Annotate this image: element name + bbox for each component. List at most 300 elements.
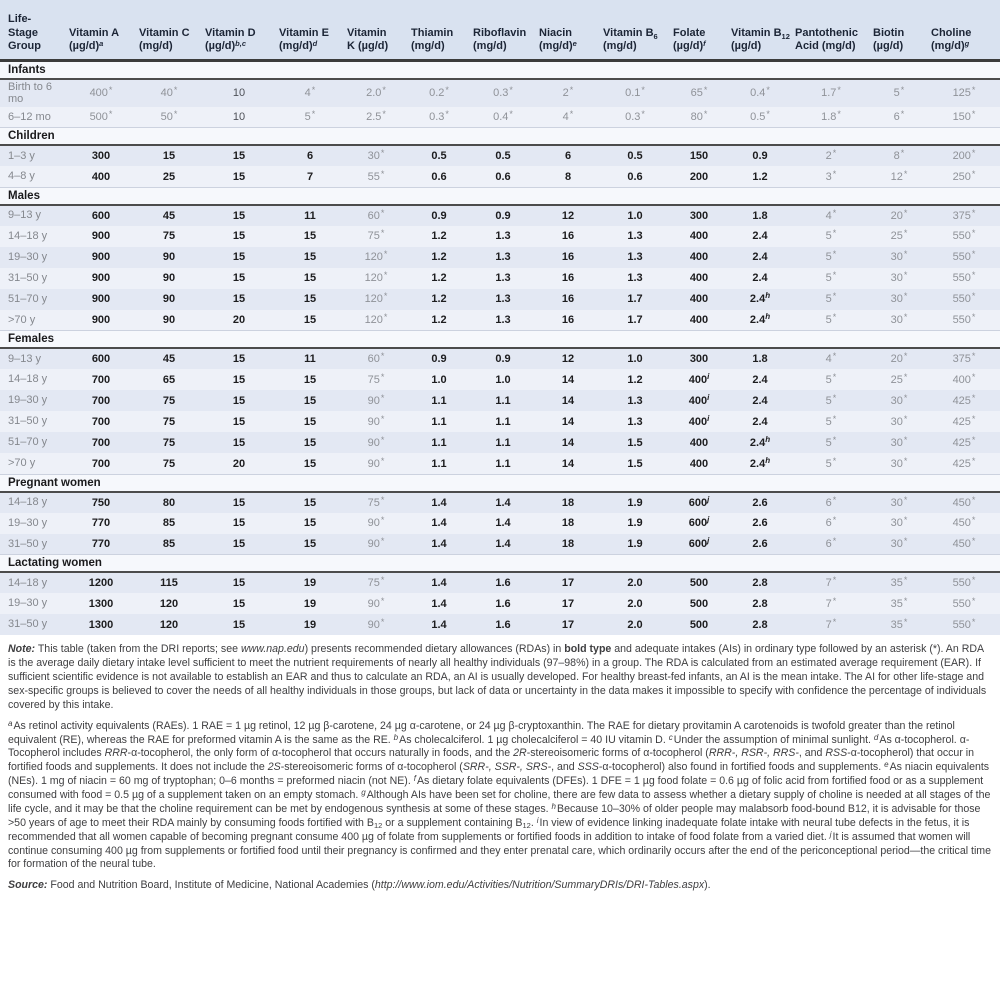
value-cell: 18 bbox=[536, 534, 600, 555]
data-row bbox=[0, 145, 1000, 166]
value-cell: 400 bbox=[670, 226, 728, 247]
value-cell: 1.4 bbox=[470, 492, 536, 513]
value-cell: 2.4$^h$ bbox=[728, 432, 792, 453]
value-cell: 30* bbox=[870, 411, 928, 432]
value-cell: 10 bbox=[202, 107, 276, 128]
value-cell: 400$^i$ bbox=[670, 369, 728, 390]
value-cell: 35* bbox=[870, 593, 928, 614]
life-stage-group-cell: 4–8 y bbox=[0, 166, 66, 187]
value-cell: 1300 bbox=[66, 614, 136, 635]
value-cell: 125* bbox=[928, 79, 1000, 107]
value-cell: 550* bbox=[928, 614, 1000, 635]
value-cell: 1.3 bbox=[600, 411, 670, 432]
life-stage-group-cell: 14–18 y bbox=[0, 572, 66, 593]
value-cell: 65* bbox=[670, 79, 728, 107]
value-cell: 1.5 bbox=[600, 453, 670, 474]
value-cell: 15 bbox=[202, 534, 276, 555]
data-row bbox=[0, 411, 1000, 432]
life-stage-group-cell: 9–13 y bbox=[0, 348, 66, 369]
value-cell: 120* bbox=[344, 310, 408, 331]
life-stage-group-cell: 31–50 y bbox=[0, 614, 66, 635]
value-cell: 15 bbox=[202, 369, 276, 390]
column-header-13: Biotin (µg/d) bbox=[870, 0, 928, 60]
column-header-12: Pantothenic Acid (mg/d) bbox=[792, 0, 870, 60]
value-cell: 1.2 bbox=[408, 247, 470, 268]
value-cell: 1.4 bbox=[408, 614, 470, 635]
value-cell: 5* bbox=[792, 369, 870, 390]
life-stage-group-cell: Birth to 6 mo bbox=[0, 79, 66, 107]
value-cell: 400 bbox=[670, 247, 728, 268]
section-title: Pregnant women bbox=[0, 474, 1000, 492]
value-cell: 75* bbox=[344, 492, 408, 513]
value-cell: 600 bbox=[66, 348, 136, 369]
data-row bbox=[0, 513, 1000, 534]
value-cell: 90* bbox=[344, 534, 408, 555]
value-cell: 2.4$^h$ bbox=[728, 310, 792, 331]
value-cell: 1.1 bbox=[470, 390, 536, 411]
data-row bbox=[0, 593, 1000, 614]
value-cell: 5* bbox=[792, 310, 870, 331]
value-cell: 30* bbox=[870, 453, 928, 474]
column-header-14: Choline $(mg/d)^g$ bbox=[928, 0, 1000, 60]
value-cell: 7* bbox=[792, 572, 870, 593]
value-cell: 15 bbox=[276, 289, 344, 310]
value-cell: 7* bbox=[792, 593, 870, 614]
value-cell: 1.4 bbox=[408, 593, 470, 614]
value-cell: 500 bbox=[670, 614, 728, 635]
value-cell: 65 bbox=[136, 369, 202, 390]
section-row-males bbox=[0, 187, 1000, 205]
section-row-pregnant-women bbox=[0, 474, 1000, 492]
value-cell: 30* bbox=[870, 268, 928, 289]
value-cell: 75 bbox=[136, 453, 202, 474]
value-cell: 770 bbox=[66, 513, 136, 534]
value-cell: 425* bbox=[928, 390, 1000, 411]
value-cell: 75* bbox=[344, 572, 408, 593]
value-cell: 700 bbox=[66, 369, 136, 390]
life-stage-group-cell: 9–13 y bbox=[0, 205, 66, 226]
value-cell: 1.3 bbox=[470, 268, 536, 289]
value-cell: 16 bbox=[536, 268, 600, 289]
value-cell: 300 bbox=[670, 348, 728, 369]
value-cell: 150 bbox=[670, 145, 728, 166]
data-row bbox=[0, 310, 1000, 331]
life-stage-group-cell: 19–30 y bbox=[0, 247, 66, 268]
value-cell: 0.3* bbox=[600, 107, 670, 128]
value-cell: 2.4 bbox=[728, 226, 792, 247]
value-cell: 15 bbox=[276, 310, 344, 331]
value-cell: 30* bbox=[870, 247, 928, 268]
value-cell: 12* bbox=[870, 166, 928, 187]
value-cell: 15 bbox=[202, 492, 276, 513]
value-cell: 60* bbox=[344, 205, 408, 226]
value-cell: 6* bbox=[792, 534, 870, 555]
column-header-4: Vitamin E $(mg/d)^d$ bbox=[276, 0, 344, 60]
value-cell: 1.4 bbox=[470, 513, 536, 534]
value-cell: 17 bbox=[536, 614, 600, 635]
value-cell: 1.4 bbox=[408, 534, 470, 555]
value-cell: 17 bbox=[536, 593, 600, 614]
section-row-infants bbox=[0, 60, 1000, 79]
value-cell: 5* bbox=[276, 107, 344, 128]
value-cell: 19 bbox=[276, 614, 344, 635]
value-cell: 1.5 bbox=[600, 432, 670, 453]
value-cell: 4* bbox=[276, 79, 344, 107]
life-stage-group-cell: 19–30 y bbox=[0, 593, 66, 614]
life-stage-group-cell: 31–50 y bbox=[0, 534, 66, 555]
value-cell: 2.0* bbox=[344, 79, 408, 107]
column-header-9: Vitamin $B_6$ (mg/d) bbox=[600, 0, 670, 60]
value-cell: 400 bbox=[670, 432, 728, 453]
value-cell: 5* bbox=[792, 247, 870, 268]
value-cell: 0.9 bbox=[408, 348, 470, 369]
value-cell: 1.4 bbox=[470, 534, 536, 555]
value-cell: 7 bbox=[276, 166, 344, 187]
value-cell: 400 bbox=[670, 310, 728, 331]
column-header-7: Riboflavin (mg/d) bbox=[470, 0, 536, 60]
value-cell: 12 bbox=[536, 205, 600, 226]
value-cell: 1.4 bbox=[408, 572, 470, 593]
value-cell: 6* bbox=[870, 107, 928, 128]
value-cell: 1.0 bbox=[470, 369, 536, 390]
value-cell: 450* bbox=[928, 492, 1000, 513]
value-cell: 400 bbox=[670, 289, 728, 310]
value-cell: 120* bbox=[344, 289, 408, 310]
value-cell: 1.6 bbox=[470, 572, 536, 593]
value-cell: 400 bbox=[670, 453, 728, 474]
value-cell: 550* bbox=[928, 289, 1000, 310]
value-cell: 1.4 bbox=[408, 513, 470, 534]
value-cell: 11 bbox=[276, 205, 344, 226]
header-row bbox=[0, 0, 1000, 60]
value-cell: 900 bbox=[66, 310, 136, 331]
value-cell: 700 bbox=[66, 411, 136, 432]
data-row bbox=[0, 226, 1000, 247]
value-cell: 45 bbox=[136, 205, 202, 226]
value-cell: 1.9 bbox=[600, 534, 670, 555]
value-cell: 50* bbox=[136, 107, 202, 128]
value-cell: 14 bbox=[536, 453, 600, 474]
value-cell: 1.9 bbox=[600, 492, 670, 513]
value-cell: 700 bbox=[66, 432, 136, 453]
value-cell: 19 bbox=[276, 572, 344, 593]
footnote-definitions-paragraph: $^a$As retinol activity equivalents (RAEs). 1 RAE = 1 µg retinol, 12 µg β-carotene, 24 µg α-carotene, or 24 µg β-cryptoxanthin. The RAE for dietary provitamin A carotenoids is twofold greater than the retinol equivalent (RE), whereas the RAE for preformed vitamin A is the same as the RE. $^b$As cholecalciferol. 1 µg cholecalciferol = 40 IU vitamin D. $^c$Under the assumption of minimal sunlight. $^d$As α-tocopherol. α-Tocopherol includes RRR-α-tocopherol, the only form of α-tocopherol that occurs naturally in foods, and the 2R-stereoisomeric forms of α-tocopherol (RRR-, RSR-, RRS-, and RSS-α-tocopherol) that occur in fortified foods and supplements. It does not include the 2S-stereoisomeric forms of α-tocopherol (SRR-, SSR-, SRS-, and SSS-α-tocopherol) also found in fortified foods and supplements. $^e$As niacin equivalents (NEs). 1 mg of niacin = 60 mg of tryptophan; 0–6 months = preformed niacin (not NE). $^f$As dietary folate equivalents (DFEs). 1 DFE = 1 µg food folate = 0.6 µg of folic acid from fortified food or as a supplement consumed with food = 0.5 µg of a supplement taken on an empty stomach. $^g$Although AIs have been set for choline, there are few data to assess whether a dietary supply of choline is needed at all stages of the life cycle, and it may be that the choline requirement can be met by endogenous synthesis at some of these stages. $^h$Because 10–30% of older people may malabsorb food-bound B12, it is advisable for those >50 years of age to meet their RDA mainly by consuming foods fortified with $B_{12}$ or a supplement containing $B_{12}$. $^i$In view of evidence linking inadequate folate intake with neural tube defects in the fetus, it is recommended that all women capable of becoming pregnant consume 400 µg of folate from supplements or fortified foods in addition to intake of food folate from a varied diet. $^j$It is assumed that women will continue consuming 400 µg from supplements or fortified food until their pregnancy is confirmed and they enter prenatal care, which ordinarily occurs after the end of the periconceptional period—the critical time for formation of the neural tube. bbox=[8, 718, 992, 871]
value-cell: 10 bbox=[202, 79, 276, 107]
value-cell: 30* bbox=[870, 310, 928, 331]
value-cell: 15 bbox=[202, 226, 276, 247]
value-cell: 1.9 bbox=[600, 513, 670, 534]
data-row bbox=[0, 107, 1000, 128]
value-cell: 1.1 bbox=[408, 432, 470, 453]
value-cell: 15 bbox=[202, 572, 276, 593]
value-cell: 19 bbox=[276, 593, 344, 614]
value-cell: 600$^j$ bbox=[670, 534, 728, 555]
value-cell: 550* bbox=[928, 310, 1000, 331]
value-cell: 2.8 bbox=[728, 572, 792, 593]
value-cell: 15 bbox=[276, 369, 344, 390]
value-cell: 1.2 bbox=[408, 310, 470, 331]
value-cell: 2.6 bbox=[728, 492, 792, 513]
value-cell: 120 bbox=[136, 593, 202, 614]
value-cell: 1.8 bbox=[728, 205, 792, 226]
value-cell: 600 bbox=[66, 205, 136, 226]
value-cell: 80 bbox=[136, 492, 202, 513]
value-cell: 500 bbox=[670, 593, 728, 614]
value-cell: 600$^j$ bbox=[670, 492, 728, 513]
value-cell: 900 bbox=[66, 226, 136, 247]
value-cell: 2.0 bbox=[600, 572, 670, 593]
value-cell: 90* bbox=[344, 390, 408, 411]
section-title: Females bbox=[0, 331, 1000, 349]
value-cell: 1.8* bbox=[792, 107, 870, 128]
value-cell: 1.1 bbox=[470, 411, 536, 432]
column-header-6: Thiamin (mg/d) bbox=[408, 0, 470, 60]
value-cell: 1.2 bbox=[408, 289, 470, 310]
value-cell: 1.3 bbox=[600, 247, 670, 268]
data-row bbox=[0, 166, 1000, 187]
value-cell: 15 bbox=[276, 534, 344, 555]
value-cell: 1.3 bbox=[470, 226, 536, 247]
table-body bbox=[0, 60, 1000, 635]
value-cell: 550* bbox=[928, 268, 1000, 289]
life-stage-group-cell: 19–30 y bbox=[0, 513, 66, 534]
value-cell: 550* bbox=[928, 593, 1000, 614]
value-cell: 550* bbox=[928, 226, 1000, 247]
value-cell: 75 bbox=[136, 390, 202, 411]
value-cell: 2.0 bbox=[600, 593, 670, 614]
value-cell: 30* bbox=[870, 534, 928, 555]
value-cell: 0.9 bbox=[728, 145, 792, 166]
note-paragraph: Note: This table (taken from the DRI reports; see www.nap.edu) presents recommended dietary allowances (RDAs) in bold type and adequate intakes (AIs) in ordinary type followed by an asterisk (*). An RDA is the average daily dietary intake level sufficient to meet the nutrient requirements of nearly all healthy individuals (97–98%) in a group. The RDA is calculated from an estimated average requirement (EAR). If sufficient scientific evidence is not available to establish an EAR and thus to calculate an RDA, an AI is usually developed. For healthy breast-fed infants, an AI is the mean intake. The AI for other life-stage and sex-specific groups is believed to cover the needs of all healthy individuals in those groups, but lack of data or uncertainty in the data makes it impossible to specify with confidence the percentage of individuals covered by this intake. bbox=[8, 643, 987, 711]
value-cell: 6 bbox=[276, 145, 344, 166]
value-cell: 425* bbox=[928, 432, 1000, 453]
value-cell: 15 bbox=[202, 513, 276, 534]
section-title: Children bbox=[0, 128, 1000, 146]
value-cell: 20 bbox=[202, 453, 276, 474]
value-cell: 4* bbox=[792, 205, 870, 226]
value-cell: 11 bbox=[276, 348, 344, 369]
value-cell: 250* bbox=[928, 166, 1000, 187]
value-cell: 15 bbox=[202, 166, 276, 187]
source-paragraph: Source: Food and Nutrition Board, Institute of Medicine, National Academies (http://www.iom.edu/Activities/Nutrition/SummaryDRIs/DRI-Tables.aspx). bbox=[8, 879, 711, 892]
value-cell: 60* bbox=[344, 348, 408, 369]
life-stage-group-cell: 51–70 y bbox=[0, 432, 66, 453]
life-stage-group-cell: 19–30 y bbox=[0, 390, 66, 411]
value-cell: 300 bbox=[670, 205, 728, 226]
life-stage-group-cell: 31–50 y bbox=[0, 411, 66, 432]
section-row-lactating-women bbox=[0, 555, 1000, 573]
value-cell: 90* bbox=[344, 411, 408, 432]
value-cell: 2.5* bbox=[344, 107, 408, 128]
value-cell: 15 bbox=[136, 145, 202, 166]
value-cell: 700 bbox=[66, 453, 136, 474]
value-cell: 450* bbox=[928, 534, 1000, 555]
value-cell: 40* bbox=[136, 79, 202, 107]
value-cell: 0.2* bbox=[408, 79, 470, 107]
value-cell: 1.0 bbox=[600, 205, 670, 226]
value-cell: 1.2 bbox=[728, 166, 792, 187]
value-cell: 3* bbox=[792, 166, 870, 187]
data-row bbox=[0, 205, 1000, 226]
section-row-children bbox=[0, 128, 1000, 146]
value-cell: 80* bbox=[670, 107, 728, 128]
value-cell: 15 bbox=[276, 513, 344, 534]
value-cell: 15 bbox=[276, 390, 344, 411]
value-cell: 85 bbox=[136, 534, 202, 555]
value-cell: 0.6 bbox=[408, 166, 470, 187]
value-cell: 16 bbox=[536, 310, 600, 331]
value-cell: 5* bbox=[792, 390, 870, 411]
life-stage-group-cell: 51–70 y bbox=[0, 289, 66, 310]
value-cell: 5* bbox=[792, 432, 870, 453]
value-cell: 5* bbox=[792, 411, 870, 432]
column-header-8: Niacin $(mg/d)^e$ bbox=[536, 0, 600, 60]
data-row bbox=[0, 492, 1000, 513]
value-cell: 1.4 bbox=[408, 492, 470, 513]
value-cell: 600$^j$ bbox=[670, 513, 728, 534]
value-cell: 0.5 bbox=[408, 145, 470, 166]
value-cell: 15 bbox=[276, 226, 344, 247]
value-cell: 450* bbox=[928, 513, 1000, 534]
value-cell: 20* bbox=[870, 205, 928, 226]
column-header-11: Vitamin $B_{12}$ (µg/d) bbox=[728, 0, 792, 60]
value-cell: 4* bbox=[792, 348, 870, 369]
section-title: Infants bbox=[0, 60, 1000, 79]
value-cell: 90 bbox=[136, 310, 202, 331]
value-cell: 400$^i$ bbox=[670, 390, 728, 411]
value-cell: 400* bbox=[928, 369, 1000, 390]
value-cell: 770 bbox=[66, 534, 136, 555]
value-cell: 120* bbox=[344, 247, 408, 268]
value-cell: 16 bbox=[536, 226, 600, 247]
value-cell: 15 bbox=[202, 289, 276, 310]
value-cell: 375* bbox=[928, 348, 1000, 369]
value-cell: 900 bbox=[66, 289, 136, 310]
value-cell: 25 bbox=[136, 166, 202, 187]
value-cell: 15 bbox=[202, 247, 276, 268]
value-cell: 8 bbox=[536, 166, 600, 187]
value-cell: 900 bbox=[66, 247, 136, 268]
value-cell: 5* bbox=[792, 289, 870, 310]
value-cell: 8* bbox=[870, 145, 928, 166]
value-cell: 12 bbox=[536, 348, 600, 369]
value-cell: 1.3 bbox=[470, 310, 536, 331]
life-stage-group-cell: 6–12 mo bbox=[0, 107, 66, 128]
life-stage-group-cell: 14–18 y bbox=[0, 369, 66, 390]
value-cell: 425* bbox=[928, 411, 1000, 432]
column-header-0: Life- Stage Group bbox=[0, 0, 66, 60]
value-cell: 1.2 bbox=[600, 369, 670, 390]
value-cell: 1.7* bbox=[792, 79, 870, 107]
value-cell: 1.1 bbox=[470, 432, 536, 453]
value-cell: 16 bbox=[536, 289, 600, 310]
value-cell: 2.4 bbox=[728, 247, 792, 268]
value-cell: 90 bbox=[136, 247, 202, 268]
value-cell: 15 bbox=[202, 432, 276, 453]
value-cell: 20 bbox=[202, 310, 276, 331]
value-cell: 1.1 bbox=[470, 453, 536, 474]
value-cell: 15 bbox=[202, 268, 276, 289]
footnotes-area bbox=[0, 635, 1000, 893]
value-cell: 14 bbox=[536, 411, 600, 432]
value-cell: 0.6 bbox=[470, 166, 536, 187]
value-cell: 25* bbox=[870, 226, 928, 247]
value-cell: 35* bbox=[870, 572, 928, 593]
data-row bbox=[0, 369, 1000, 390]
value-cell: 1.3 bbox=[600, 390, 670, 411]
value-cell: 15 bbox=[202, 205, 276, 226]
value-cell: 0.6 bbox=[600, 166, 670, 187]
value-cell: 150* bbox=[928, 107, 1000, 128]
value-cell: 1.3 bbox=[470, 247, 536, 268]
value-cell: 550* bbox=[928, 572, 1000, 593]
value-cell: 2.4 bbox=[728, 369, 792, 390]
value-cell: 5* bbox=[870, 79, 928, 107]
value-cell: 15 bbox=[276, 268, 344, 289]
value-cell: 500 bbox=[670, 572, 728, 593]
value-cell: 25* bbox=[870, 369, 928, 390]
value-cell: 2.6 bbox=[728, 534, 792, 555]
value-cell: 1.8 bbox=[728, 348, 792, 369]
data-row bbox=[0, 348, 1000, 369]
value-cell: 5* bbox=[792, 453, 870, 474]
section-title: Males bbox=[0, 187, 1000, 205]
value-cell: 0.5* bbox=[728, 107, 792, 128]
value-cell: 6* bbox=[792, 492, 870, 513]
data-row bbox=[0, 453, 1000, 474]
value-cell: 0.9 bbox=[470, 348, 536, 369]
value-cell: 0.3* bbox=[470, 79, 536, 107]
value-cell: 400$^i$ bbox=[670, 411, 728, 432]
life-stage-group-cell: >70 y bbox=[0, 310, 66, 331]
value-cell: 6* bbox=[792, 513, 870, 534]
value-cell: 15 bbox=[202, 390, 276, 411]
value-cell: 90 bbox=[136, 289, 202, 310]
data-row bbox=[0, 289, 1000, 310]
value-cell: 2.4 bbox=[728, 268, 792, 289]
value-cell: 20* bbox=[870, 348, 928, 369]
value-cell: 75 bbox=[136, 226, 202, 247]
value-cell: 90* bbox=[344, 614, 408, 635]
value-cell: 18 bbox=[536, 492, 600, 513]
data-row bbox=[0, 432, 1000, 453]
value-cell: 17 bbox=[536, 572, 600, 593]
section-title: Lactating women bbox=[0, 555, 1000, 573]
value-cell: 90* bbox=[344, 432, 408, 453]
value-cell: 2* bbox=[792, 145, 870, 166]
table-header bbox=[0, 0, 1000, 60]
value-cell: 30* bbox=[870, 492, 928, 513]
value-cell: 15 bbox=[276, 492, 344, 513]
data-row bbox=[0, 534, 1000, 555]
value-cell: 4* bbox=[536, 107, 600, 128]
value-cell: 2.4$^h$ bbox=[728, 453, 792, 474]
value-cell: 15 bbox=[276, 247, 344, 268]
value-cell: 16 bbox=[536, 247, 600, 268]
column-header-2: Vitamin C (mg/d) bbox=[136, 0, 202, 60]
column-header-3: Vitamin D $(\mu g/d)^{b,c}$ bbox=[202, 0, 276, 60]
value-cell: 0.3* bbox=[408, 107, 470, 128]
value-cell: 15 bbox=[202, 614, 276, 635]
value-cell: 15 bbox=[202, 593, 276, 614]
value-cell: 45 bbox=[136, 348, 202, 369]
value-cell: 900 bbox=[66, 268, 136, 289]
value-cell: 0.9 bbox=[408, 205, 470, 226]
life-stage-group-cell: 1–3 y bbox=[0, 145, 66, 166]
column-header-5: Vitamin K (µg/d) bbox=[344, 0, 408, 60]
value-cell: 1.0 bbox=[600, 348, 670, 369]
value-cell: 1.0 bbox=[408, 369, 470, 390]
